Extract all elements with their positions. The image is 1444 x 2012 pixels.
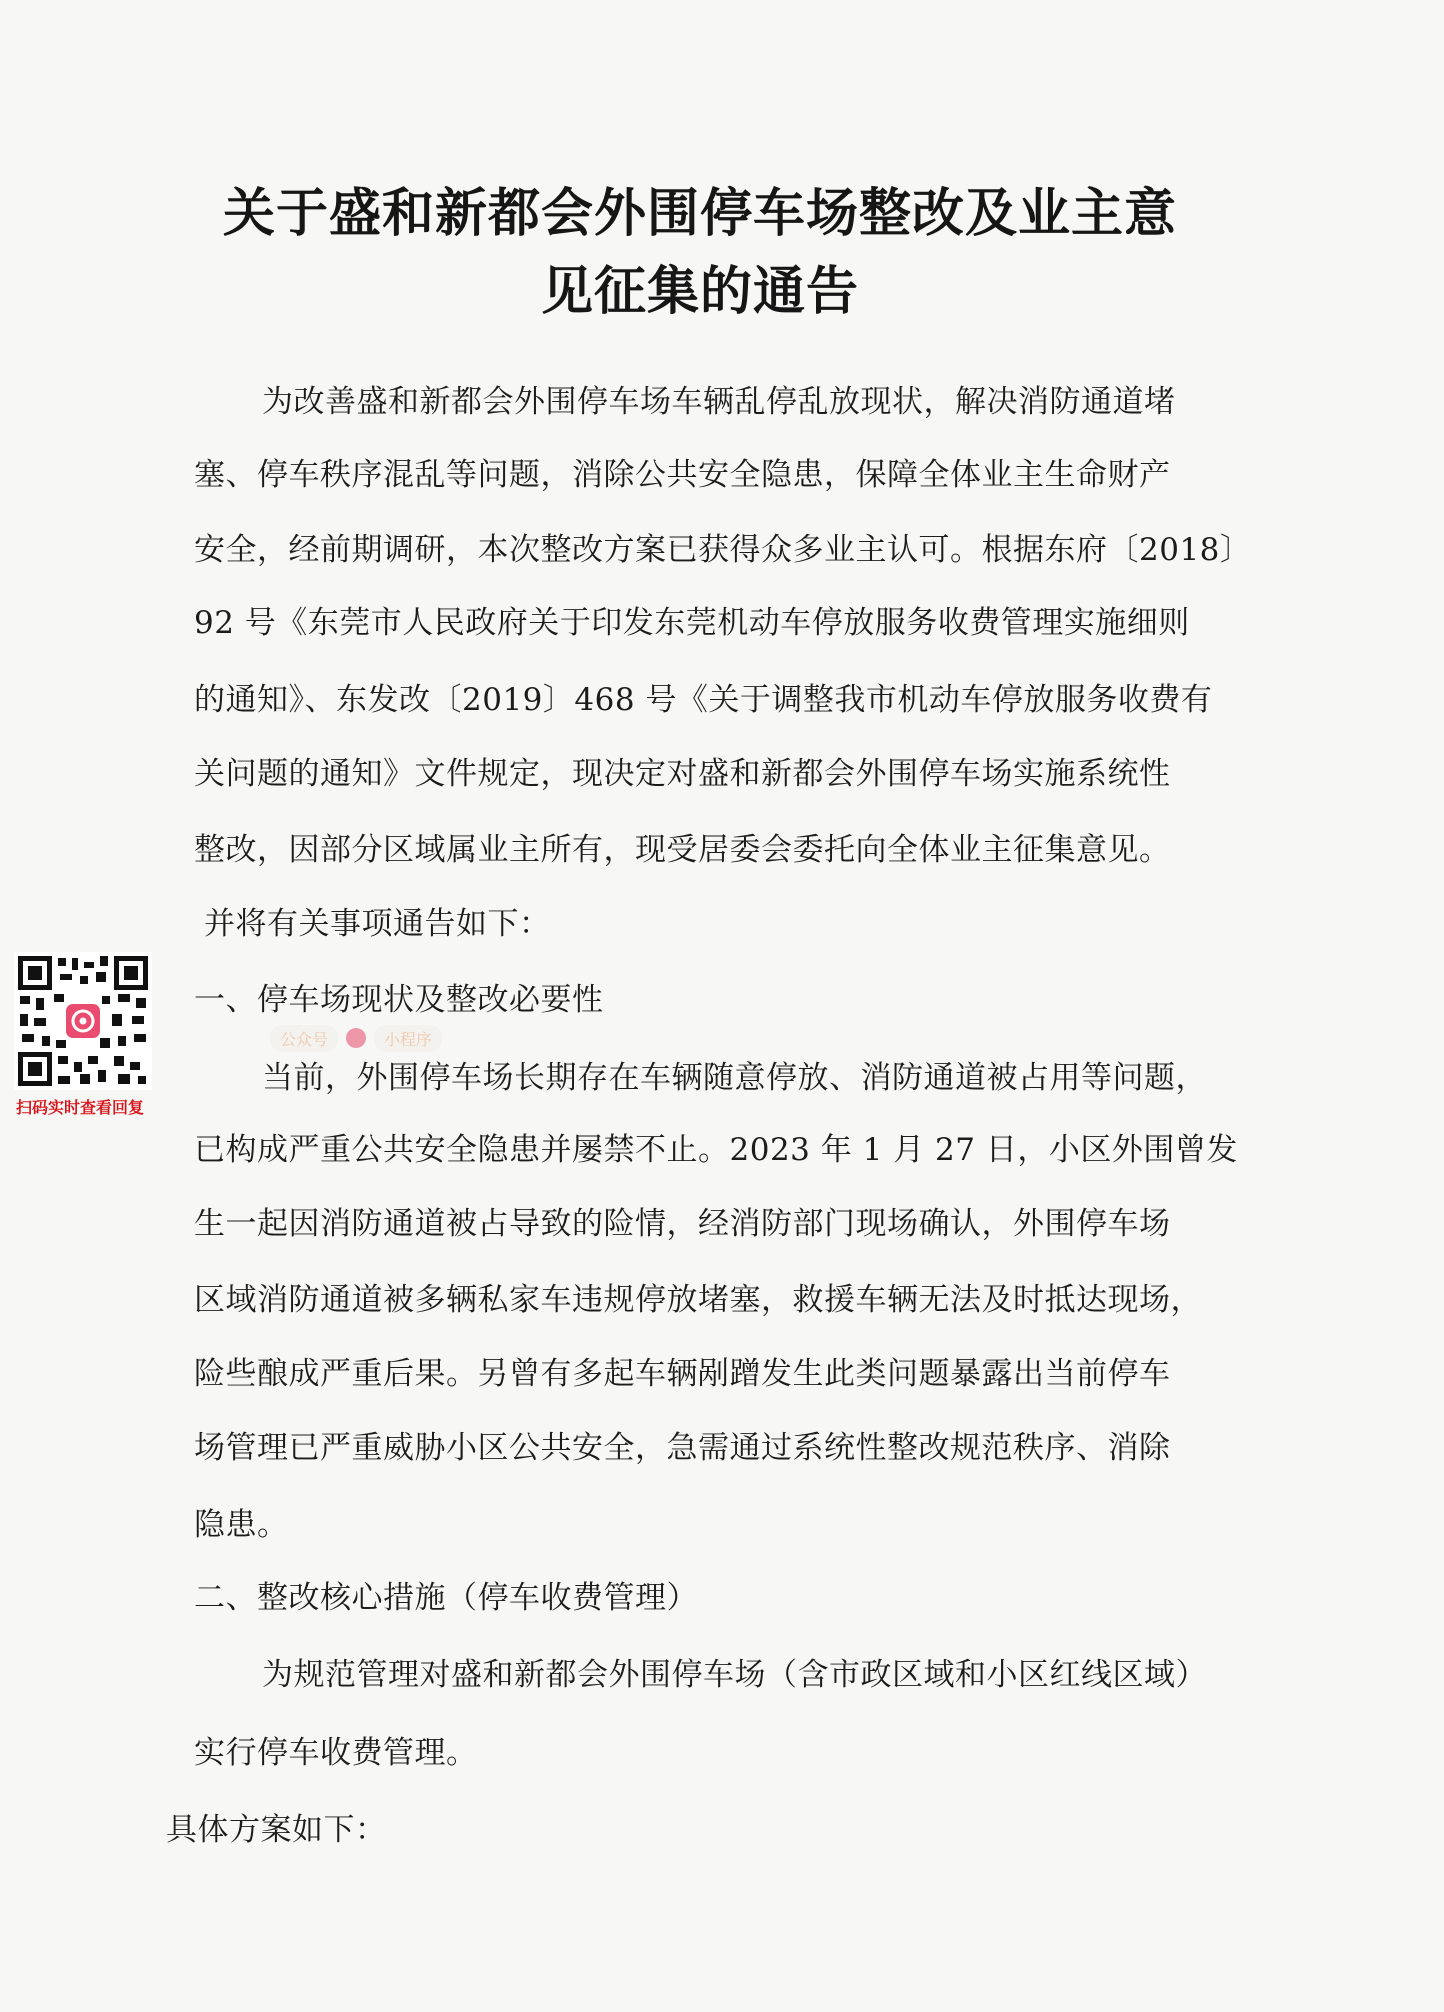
watermark-tag: 小程序 (374, 1025, 442, 1052)
paragraph-line: 关问题的通知》文件规定，现决定对盛和新都会外围停车场实施系统性 (194, 756, 1171, 792)
section-heading-1: 一、停车场现状及整改必要性 (194, 982, 604, 1018)
paragraph-line: 当前，外围停车场长期存在车辆随意停放、消防通道被占用等问题， (262, 1060, 1207, 1096)
qr-code-image[interactable] (14, 952, 152, 1090)
paragraph-line: 的通知》、东发改〔2019〕468 号《关于调整我市机动车停放服务收费有 (194, 682, 1213, 718)
document-title-line-2: 见征集的通告 (540, 262, 859, 322)
watermark (270, 1024, 470, 1052)
document-title-line-1: 关于盛和新都会外围停车场整改及业主意 (222, 184, 1177, 244)
paragraph-line: 为改善盛和新都会外围停车场车辆乱停乱放现状，解决消防通道堵 (262, 384, 1176, 420)
paragraph-line: 区域消防通道被多辆私家车违规停放堵塞，救援车辆无法及时抵达现场， (194, 1282, 1202, 1318)
paragraph-line: 险些酿成严重后果。另曾有多起车辆剐蹭发生此类问题暴露出当前停车 (194, 1356, 1171, 1392)
qr-caption: 扫码实时查看回复 (16, 1098, 145, 1117)
paragraph-line: 为规范管理对盛和新都会外围停车场（含市政区域和小区红线区域） (262, 1657, 1207, 1693)
paragraph-line: 场管理已严重威胁小区公共安全，急需通过系统性整改规范秩序、消除 (194, 1430, 1171, 1466)
paragraph-line: 并将有关事项通告如下： (204, 906, 551, 942)
section-heading-2: 二、整改核心措施（停车收费管理） (194, 1580, 698, 1616)
watermark-tag: 公众号 (270, 1025, 338, 1052)
paragraph-line: 安全，经前期调研，本次整改方案已获得众多业主认可。根据东府〔2018〕 (194, 532, 1252, 568)
paragraph-line: 具体方案如下： (166, 1812, 387, 1848)
paragraph-line: 生一起因消防通道被占导致的险情，经消防部门现场确认，外围停车场 (194, 1206, 1171, 1242)
paragraph-line: 塞、停车秩序混乱等问题，消除公共安全隐患，保障全体业主生命财产 (194, 457, 1171, 493)
paragraph-line: 92 号《东莞市人民政府关于印发东莞机动车停放服务收费管理实施细则 (194, 605, 1190, 641)
paragraph-line: 已构成严重公共安全隐患并屡禁不止。2023 年 1 月 27 日，小区外围曾发 (194, 1132, 1238, 1168)
paragraph-line: 实行停车收费管理。 (194, 1735, 478, 1771)
watermark-logo-icon (346, 1028, 366, 1048)
paragraph-line: 整改，因部分区域属业主所有，现受居委会委托向全体业主征集意见。 (194, 832, 1171, 868)
paragraph-line: 隐患。 (194, 1507, 289, 1543)
